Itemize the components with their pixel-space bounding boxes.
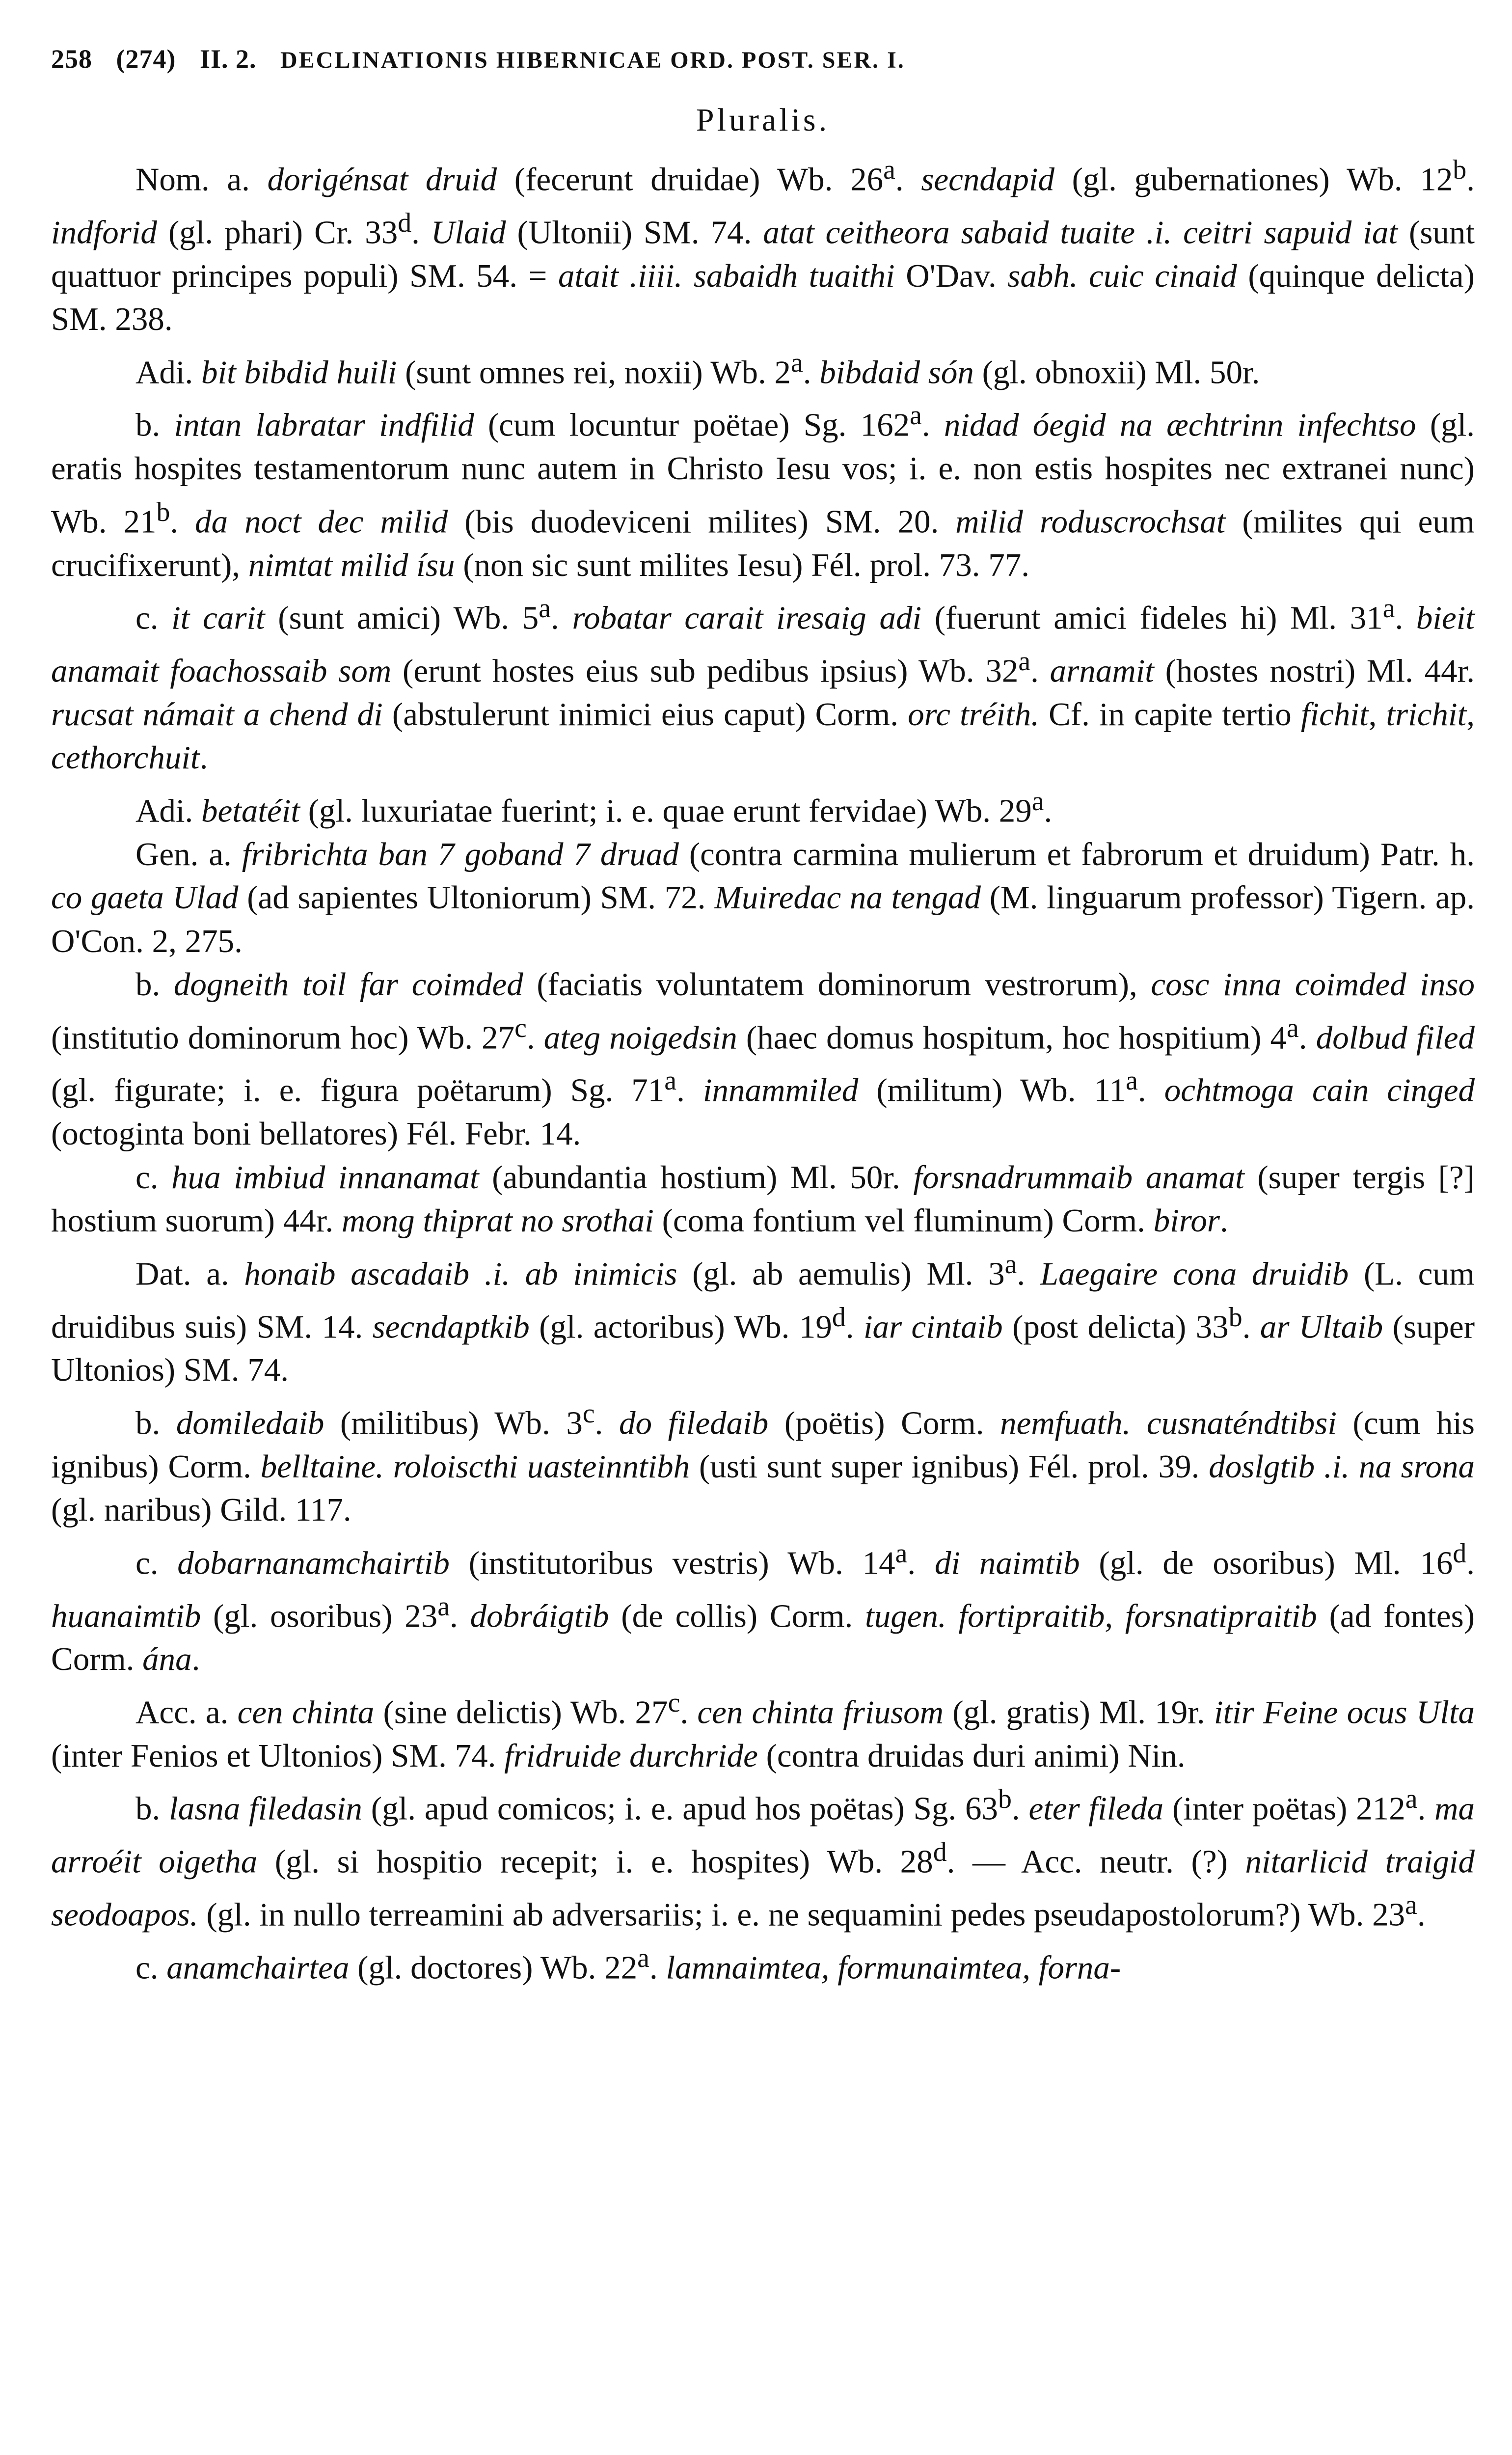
section-number: II. 2.	[199, 44, 257, 74]
paragraph: b. dogneith toil far coimded (faciatis voluntatem dominorum vestrorum), cosc inna coimded inso (institutio dominorum hoc) Wb. 27$^c$. ateg noigedsin (haec domus hospitum, hoc hospitium) 4$^a$. dolbud filed (gl. figurate; i. e. figura poëtarum) Sg. 71$^a$. innammiled (militum) Wb. 11$^a$. ochtmoga cain cinged (octoginta boni bellatores) Fél. Febr. 14.	[51, 966, 1475, 1152]
section-title: Pluralis.	[696, 102, 830, 138]
running-title: DECLINATIONIS HIBERNICAE ORD. POST. SER. I.	[280, 47, 905, 73]
paragraph: b. intan labratar indfilid (cum locuntur poëtae) Sg. 162$^a$. nidad óegid na æchtrinn infechtso (gl. eratis hospites testamentorum nunc autem in Christo Iesu vos; i. e. non estis hospites nec extranei nunc) Wb. 21$^b$. da noct dec milid (bis duodeviceni milites) SM. 20. milid roduscrochsat (milites qui eum crucifixerunt), nimtat milid ísu (non sic sunt milites Iesu) Fél. prol. 73. 77.	[51, 400, 1475, 583]
page-number: 258	[51, 44, 92, 74]
paragraph: c. it carit (sunt amici) Wb. 5$^a$. robatar carait iresaig adi (fuerunt amici fideles hi) Ml. 31$^a$. bieit anamait foachossaib som (erunt hostes eius sub pedibus ipsius) Wb. 32$^a$. arnamit (hostes nostri) Ml. 44r. rucsat námait a chend di (abstulerunt inimici eius caput) Corm. orc tréith. Cf. in capite tertio fichit, trichit, cethorchuit.	[51, 593, 1475, 776]
paragraph: Nom. a. dorigénsat druid (fecerunt druidae) Wb. 26$^a$. secndapid (gl. gubernationes) Wb. 12$^b$. indforid (gl. phari) Cr. 33$^d$. Ulaid (Ultonii) SM. 74. atat ceitheora sabaid tuaite .i. ceitri sapuid iat (sunt quattuor principes populi) SM. 54. = atait .iiii. sabaidh tuaithi O'Dav. sabh. cuic cinaid (quinque delicta) SM. 238.	[51, 155, 1475, 338]
paragraph: c. hua imbiud innanamat (abundantia hostium) Ml. 50r. forsnadrummaib anamat (super tergis [?] hostium suorum) 44r. mong thiprat no srothai (coma fontium vel fluminum) Corm. biror.	[51, 1159, 1475, 1239]
paragraph: Dat. a. honaib ascadaib .i. ab inimicis (gl. ab aemulis) Ml. 3$^a$. Laegaire cona druidib (L. cum druidibus suis) SM. 14. secndaptkib (gl. actoribus) Wb. 19$^d$. iar cintaib (post delicta) 33$^b$. ar Ultaib (super Ultonios) SM. 74.	[51, 1249, 1475, 1389]
paragraph: Adi. bit bibdid huili (sunt omnes rei, noxii) Wb. 2$^a$. bibdaid són (gl. obnoxii) Ml. 50r.	[135, 347, 1260, 390]
paragraph: c. anamchairtea (gl. doctores) Wb. 22$^a$. lamnaimtea, formunaimtea, forna-	[135, 1942, 1121, 1986]
paragraph: b. domiledaib (militibus) Wb. 3$^c$. do filedaib (poëtis) Corm. nemfuath. cusnaténdtibsi (cum his ignibus) Corm. belltaine. roloiscthi uasteinntibh (usti sunt super ignibus) Fél. prol. 39. doslgtib .i. na srona (gl. naribus) Gild. 117.	[51, 1398, 1475, 1528]
paragraph: Gen. a. fribrichta ban 7 goband 7 druad (contra carmina mulierum et fabrorum et druidum) Patr. h. co gaeta Ulad (ad sapientes Ultoniorum) SM. 72. Muiredac na tengad (M. linguarum professor) Tigern. ap. O'Con. 2, 275.	[51, 836, 1475, 959]
body-text	[51, 148, 1475, 1990]
paragraph: c. dobarnanamchairtib (institutoribus vestris) Wb. 14$^a$. di naimtib (gl. de osoribus) Ml. 16$^d$. huanaimtib (gl. osoribus) 23$^a$. dobráigtib (de collis) Corm. tugen. fortipraitib, forsnatipraitib (ad fontes) Corm. ána.	[51, 1538, 1475, 1678]
running-header	[51, 39, 1475, 93]
book-page	[51, 39, 1475, 1990]
paragraph: Acc. a. cen chinta (sine delictis) Wb. 27$^c$. cen chinta friusom (gl. gratis) Ml. 19r. itir Feine ocus Ulta (inter Fenios et Ultonios) SM. 74. fridruide durchride (contra druidas duri animi) Nin.	[51, 1687, 1475, 1774]
paragraph: b. lasna filedasin (gl. apud comicos; i. e. apud hos poëtas) Sg. 63$^b$. eter fileda (inter poëtas) 212$^a$. ma arroéit oigetha (gl. si hospitio recepit; i. e. hospites) Wb. 28$^d$. — Acc. neutr. (?) nitarlicid traigid seodoapos. (gl. in nullo terreamini ab adversariis; i. e. ne sequamini pedes pseudapostolorum?) Wb. 23$^a$.	[51, 1784, 1475, 1933]
original-page-number: (274)	[116, 44, 176, 74]
paragraph: Adi. betatéit (gl. luxuriatae fuerint; i. e. quae erunt fervidae) Wb. 29$^a$.	[135, 786, 1053, 829]
